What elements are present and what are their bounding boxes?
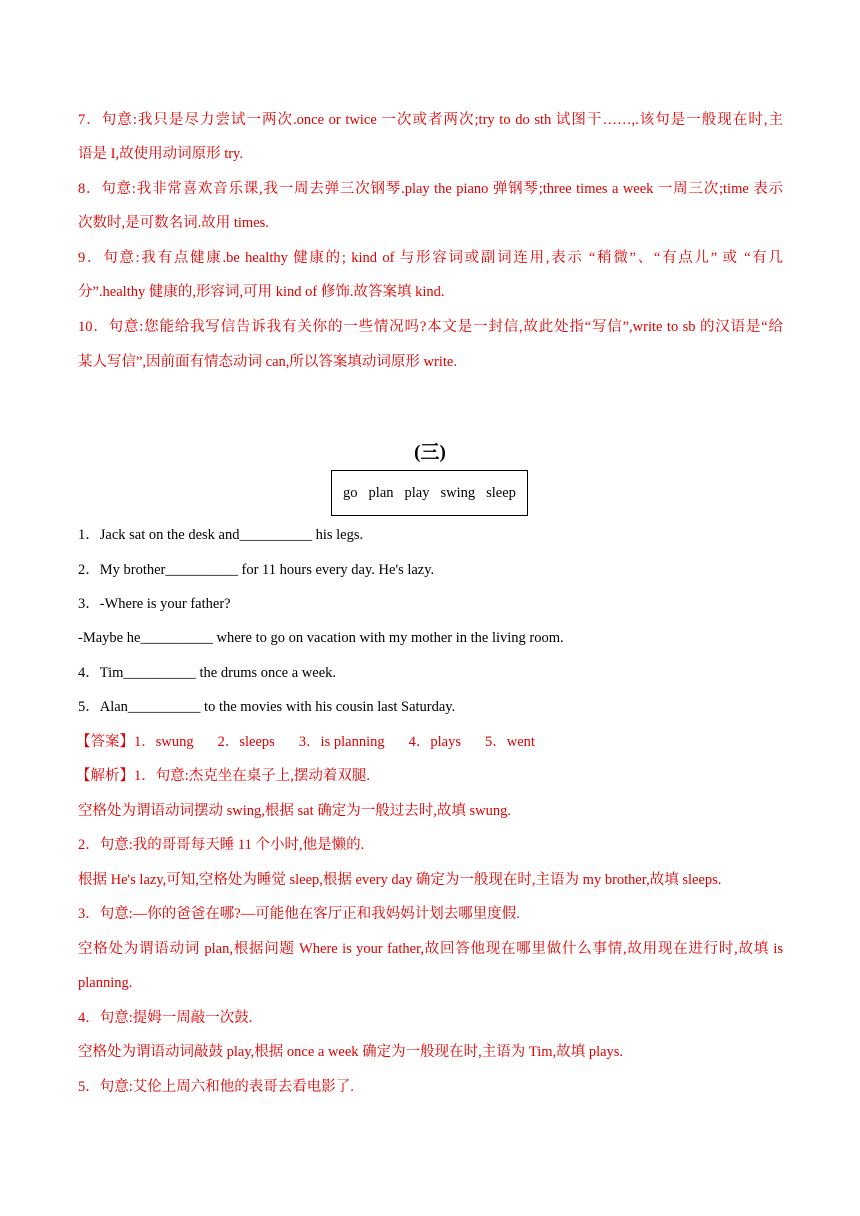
word-bank-item: go (343, 484, 358, 501)
analysis-line: 空格处为谓语动词 plan,根据问题 Where is your father,故回答他现在哪里做什么事情,故用现在进行时,故填 is (78, 941, 783, 957)
explanation-line: 7．句意:我只是尽力尝试一两次.once or twice 一次或者两次;try to do sth 试图干……,.该句是一般现在时,主 (78, 112, 783, 128)
explanation-line: 某人写信”,因前面有情态动词 can,所以答案填动词原形 write. (78, 354, 457, 370)
word-bank-box (331, 470, 528, 516)
analysis-text: 1．句意:杰克坐在桌子上,摆动着双腿. (134, 768, 371, 784)
analysis-line: 空格处为谓语动词敲鼓 play,根据 once a week 确定为一般现在时,主语为 Tim,故填 plays. (78, 1044, 624, 1060)
analysis-line: 空格处为谓语动词摆动 swing,根据 sat 确定为一般过去时,故填 swung. (78, 803, 511, 819)
analysis-label: 【解析】 (76, 768, 134, 784)
question-line: 1．Jack sat on the desk and__________ his legs. (78, 527, 364, 543)
explanation-line: 语是 I,故使用动词原形 try. (78, 146, 243, 162)
analysis-line: planning. (78, 975, 133, 991)
analysis-line: 5．句意:艾伦上周六和他的表哥去看电影了. (78, 1079, 354, 1095)
question-line: 4．Tim__________ the drums once a week. (78, 665, 337, 681)
question-line: 3．-Where is your father? (78, 596, 231, 612)
answer-item: 2．sleeps (217, 734, 275, 750)
section-title: (三) (414, 442, 446, 463)
answer-item: 3．is planning (298, 734, 385, 750)
word-bank-item: sleep (486, 484, 516, 501)
word-bank-item: play (404, 484, 430, 501)
answer-label: 【答案】 (76, 734, 134, 750)
explanation-line: 分”.healthy 健康的,形容词,可用 kind of 修饰.故答案填 kind. (78, 284, 445, 300)
answer-item: 1．swung (134, 734, 194, 750)
analysis-line: 4．句意:提姆一周敲一次鼓. (78, 1010, 253, 1026)
answer-line (76, 732, 781, 752)
analysis-line: 2．句意:我的哥哥每天睡 11 个小时,他是懒的. (78, 837, 365, 853)
question-line: 5．Alan__________ to the movies with his cousin last Saturday. (78, 699, 456, 715)
word-bank-item: plan (368, 484, 394, 501)
explanation-line: 10．句意:您能给我写信告诉我有关你的一些情况吗?本文是一封信,故此处指“写信”,write to sb 的汉语是“给 (78, 319, 783, 335)
analysis-line: 3．句意:—你的爸爸在哪?—可能他在客厅正和我妈妈计划去哪里度假. (78, 906, 520, 922)
answer-item: 4．plays (408, 734, 461, 750)
analysis-line: 根据 He's lazy,可知,空格处为睡觉 sleep,根据 every day 确定为一般现在时,主语为 my brother,故填 sleeps. (78, 872, 722, 888)
explanation-line: 9．句意:我有点健康.be healthy 健康的; kind of 与形容词或副词连用,表示 “稍微”、“有点儿” 或 “有几 (78, 250, 783, 266)
question-line: 2．My brother__________ for 11 hours every day. He's lazy. (78, 562, 435, 578)
question-line: -Maybe he__________ where to go on vacation with my mother in the living room. (78, 630, 564, 646)
explanation-line: 次数时,是可数名词.故用 times. (78, 215, 269, 231)
analysis-line (76, 766, 781, 786)
answer-item: 5．went (484, 734, 535, 750)
explanation-line: 8．句意:我非常喜欢音乐课,我一周去弹三次钢琴.play the piano 弹钢琴;three times a week 一周三次;time 表示 (78, 181, 783, 197)
word-bank-item: swing (440, 484, 476, 501)
